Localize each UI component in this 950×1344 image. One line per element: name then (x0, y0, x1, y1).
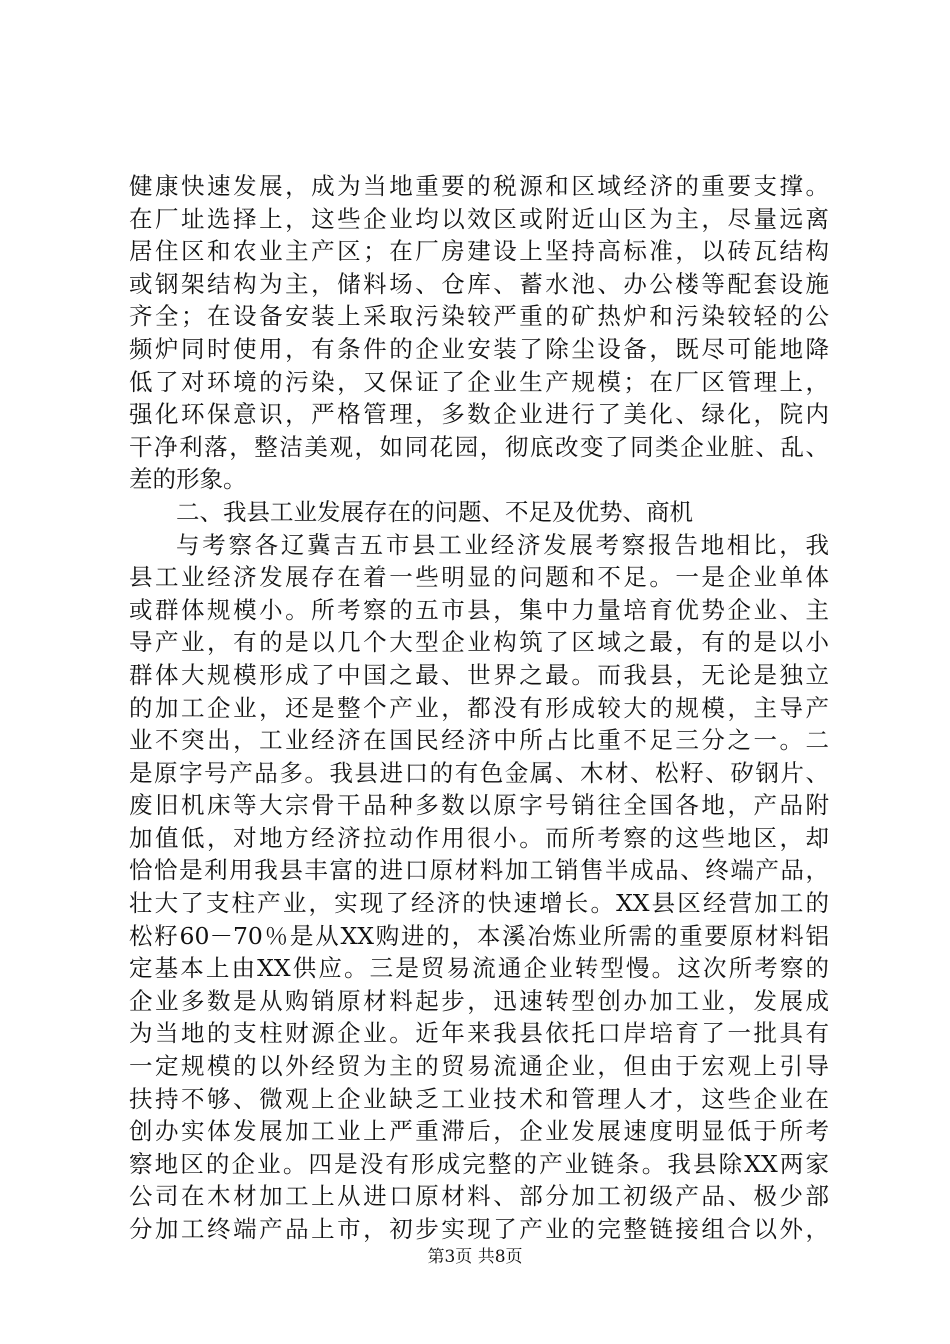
paragraph-line: 差的形象。 (129, 465, 247, 494)
paragraph-line: 频炉同时使用，有条件的企业安装了除尘设备，既尽可能地降 (129, 334, 829, 363)
paragraph-line: 群体大规模形成了中国之最、世界之最。而我县，无论是独立 (129, 660, 829, 689)
paragraph-line: 加值低，对地方经济拉动作用很小。而所考察的这些地区，却 (129, 823, 829, 852)
paragraph-line: 业不突出，工业经济在国民经济中所占比重不足三分之一。二 (129, 726, 829, 755)
paragraph-line: 创办实体发展加工业上严重滞后，企业发展速度明显低于所考 (129, 1117, 829, 1146)
paragraph-line: 恰恰是利用我县丰富的进口原材料加工销售半成品、终端产品， (129, 856, 829, 885)
paragraph-line: 是原字号产品多。我县进口的有色金属、木材、松籽、矽钢片、 (129, 758, 829, 787)
paragraph-line: 强化环保意识，严格管理，多数企业进行了美化、绿化，院内 (129, 400, 829, 429)
paragraph-line: 干净利落，整洁美观，如同花园，彻底改变了同类企业脏、乱、 (129, 432, 829, 461)
paragraph-line: 的加工企业，还是整个产业，都没有形成较大的规模，主导产 (129, 693, 829, 722)
paragraph-line: 健康快速发展，成为当地重要的税源和区域经济的重要支撑。 (129, 172, 829, 200)
body-text (129, 170, 829, 1246)
section-heading: 二、我县工业发展存在的问题、不足及优势、商机 (176, 497, 693, 526)
paragraph-line: 齐全；在设备安装上采取污染较严重的矿热炉和污染较轻的公 (129, 302, 829, 331)
paragraph-line: 居住区和农业主产区；在厂房建设上坚持高标准，以砖瓦结构 (129, 237, 829, 266)
paragraph-line: 县工业经济发展存在着一些明显的问题和不足。一是企业单体 (129, 563, 829, 592)
paragraph-line: 与考察各辽冀吉五市县工业经济发展考察报告地相比，我 (176, 530, 829, 559)
paragraph-line: 或群体规模小。所考察的五市县，集中力量培育优势企业、主 (129, 595, 829, 624)
paragraph-line: 公司在木材加工上从进口原材料、部分加工初级产品、极少部 (129, 1182, 829, 1211)
paragraph-line: 在厂址选择上，这些企业均以效区或附近山区为主，尽量远离 (129, 204, 829, 233)
paragraph-line: 一定规模的以外经贸为主的贸易流通企业，但由于宏观上引导 (129, 1052, 829, 1081)
paragraph-line: 分加工终端产品上市，初步实现了产业的完整链接组合以外， (129, 1215, 829, 1243)
paragraph-line: 或钢架结构为主，储料场、仓库、蓄水池、办公楼等配套设施 (129, 269, 829, 298)
paragraph-line: 察地区的企业。四是没有形成完整的产业链条。我县除XX两家 (129, 1149, 829, 1178)
paragraph-line: 扶持不够、微观上企业缺乏工业技术和管理人才，这些企业在 (129, 1084, 829, 1113)
paragraph-line: 导产业，有的是以几个大型企业构筑了区域之最，有的是以小 (129, 628, 829, 657)
paragraph-line: 企业多数是从购销原材料起步，迅速转型创办加工业，发展成 (129, 986, 829, 1015)
paragraph-line: 低了对环境的污染，又保证了企业生产规模；在厂区管理上， (129, 367, 829, 396)
paragraph-line: 松籽60－70％是从XX购进的，本溪冶炼业所需的重要原材料铝 (129, 921, 829, 950)
paragraph-line: 为当地的支柱财源企业。近年来我县依托口岸培育了一批具有 (129, 1019, 829, 1048)
paragraph-line: 壮大了支柱产业，实现了经济的快速增长。XX县区经营加工的 (129, 889, 829, 918)
paragraph-line: 废旧机床等大宗骨干品种多数以原字号销往全国各地，产品附 (129, 791, 829, 820)
page-number-footer: 第3页 共8页 (427, 1247, 523, 1267)
paragraph-line: 定基本上由XX供应。三是贸易流通企业转型慢。这次所考察的 (129, 954, 829, 983)
